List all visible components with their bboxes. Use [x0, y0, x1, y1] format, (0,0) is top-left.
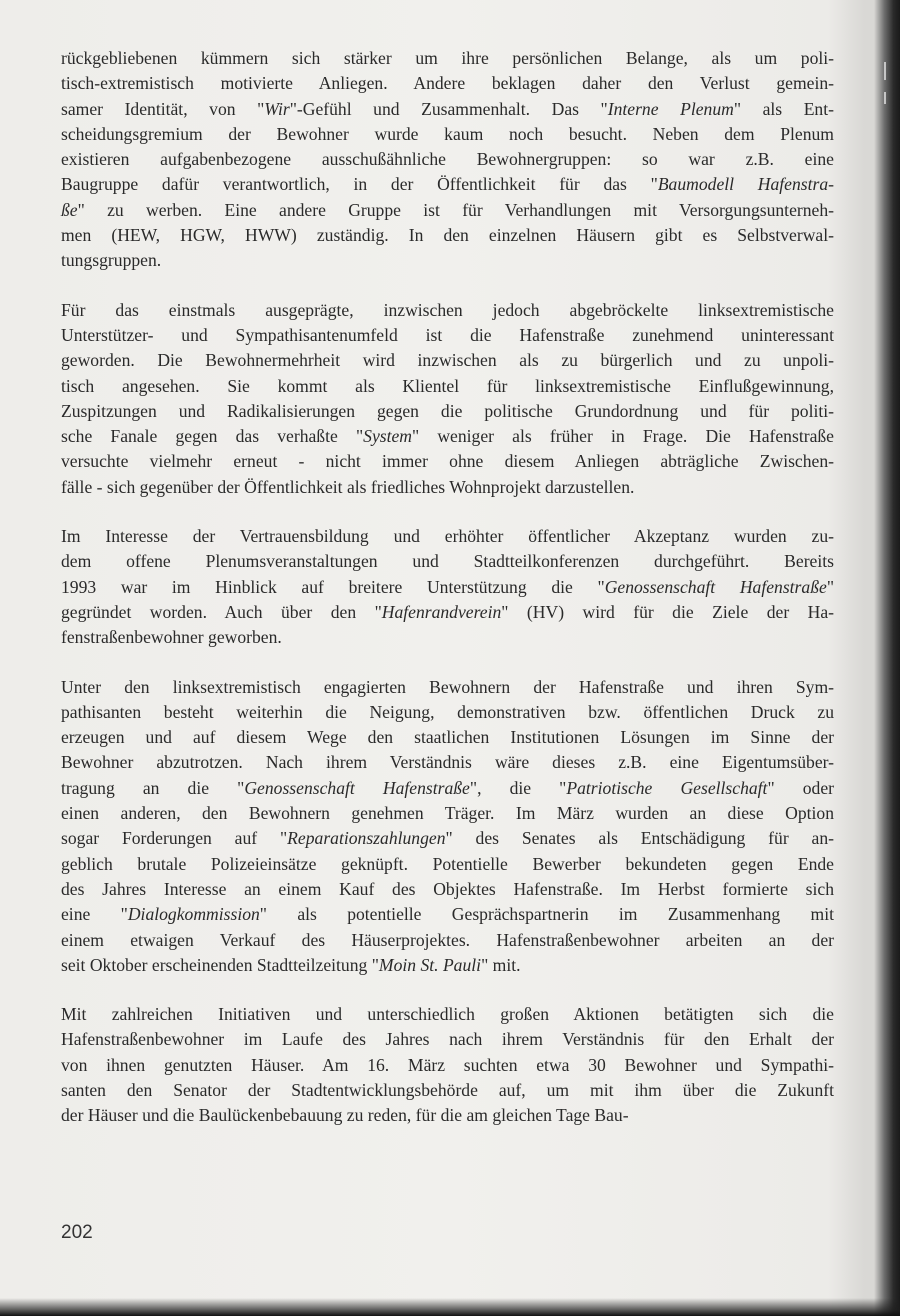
text-line: ße" zu werben. Eine andere Gruppe ist für Verhandlungen mit Versorgungsunterneh-	[61, 199, 834, 220]
page-bottom-shadow	[0, 1298, 900, 1316]
text-line: Mit zahlreichen Initiativen und unterschiedlich großen Aktionen betätigten sich die	[61, 1004, 834, 1025]
spine-mark	[884, 62, 886, 80]
page-number: 202	[61, 1222, 93, 1243]
text-line: santen den Senator der Stadtentwicklungsbehörde auf, um mit ihm über die Zukunft	[61, 1079, 834, 1100]
text-line: von ihnen genutzten Häuser. Am 16. März suchten etwa 30 Bewohner und Sympathi-	[61, 1054, 834, 1075]
text-line: tisch angesehen. Sie kommt als Klientel für linksextremistische Einflußgewinnung,	[61, 375, 834, 396]
text-line: Unter den linksextremistisch engagierten Bewohnern der Hafenstraße und ihren Sym-	[61, 676, 834, 697]
text-line: rückgebliebenen kümmern sich stärker um ihre persönlichen Belange, als um poli-	[61, 48, 834, 68]
text-line: einem etwaigen Verkauf des Häuserprojektes. Hafenstraßenbewohner arbeiten an der	[61, 929, 834, 950]
text-line: fenstraßenbewohner geworben.	[61, 627, 282, 648]
text-line: men (HEW, HGW, HWW) zuständig. In den einzelnen Häusern gibt es Selbstverwal-	[61, 225, 834, 246]
text-line: gegründet worden. Auch über den "Hafenrandverein" (HV) wird für die Ziele der Ha-	[61, 601, 834, 622]
text-line: Baugruppe dafür verantwortlich, in der Öffentlichkeit für das "Baumodell Hafenstra-	[61, 174, 835, 195]
text-line: sche Fanale gegen das verhaßte "System" weniger als früher in Frage. Die Hafenstraße	[61, 426, 834, 447]
text-line: samer Identität, von "Wir"-Gefühl und Zusammenhalt. Das "Interne Plenum" als Ent-	[61, 98, 834, 119]
paragraph	[61, 1002, 834, 1128]
text-line: der Häuser und die Baulückenbebauung zu reden, für die am gleichen Tage Bau-	[61, 1105, 629, 1126]
paragraph	[61, 675, 834, 979]
text-line: Bewohner abzutrotzen. Nach ihrem Verständnis wäre dieses z.B. eine Eigentumsüber-	[61, 752, 834, 773]
text-line: scheidungsgremium der Bewohner wurde kaum noch besucht. Neben dem Plenum	[61, 123, 834, 144]
text-line: des Jahres Interesse an einem Kauf des Objektes Hafenstraße. Im Herbst formierte sich	[61, 878, 834, 899]
text-line: Hafenstraßenbewohner im Laufe des Jahres nach ihrem Verständnis für den Erhalt der	[61, 1029, 834, 1050]
text-line: dem offene Plenumsveranstaltungen und Stadtteilkonferenzen durchgeführt. Bereits	[61, 551, 834, 572]
text-line: erzeugen und auf diesem Wege den staatlichen Institutionen Lösungen im Sinne der	[61, 727, 834, 748]
text-line: eine "Dialogkommission" als potentielle Gesprächspartnerin im Zusammenhang mit	[61, 904, 835, 925]
text-line: pathisanten besteht weiterhin die Neigung, demonstrativen bzw. öffentlichen Druck zu	[61, 701, 834, 722]
paragraph	[61, 524, 834, 650]
text-line: 1993 war im Hinblick auf breitere Unterstützung die "Genossenschaft Hafenstraße"	[61, 576, 834, 597]
text-line: Zuspitzungen und Radikalisierungen gegen die politische Grundordnung und für politi-	[61, 400, 834, 421]
text-line: Unterstützer- und Sympathisantenumfeld ist die Hafenstraße zunehmend uninteressant	[61, 324, 834, 345]
text-line: seit Oktober erscheinenden Stadtteilzeitung "Moin St. Pauli" mit.	[61, 954, 521, 975]
text-line: Für das einstmals ausgeprägte, inzwischen jedoch abgebröckelte linksextremistische	[61, 299, 834, 320]
text-line: sogar Forderungen auf "Reparationszahlungen" des Senates als Entschädigung für an-	[61, 828, 834, 849]
text-line: einen anderen, den Bewohnern genehmen Träger. Im März wurden an diese Option	[61, 803, 834, 824]
text-line: geworden. Die Bewohnermehrheit wird inzwischen als zu bürgerlich und zu unpoli-	[61, 350, 834, 371]
text-line: Im Interesse der Vertrauensbildung und erhöhter öffentlicher Akzeptanz wurden zu-	[61, 526, 834, 547]
text-line: geblich brutale Polizeieinsätze geknüpft. Potentielle Bewerber bekundeten gegen Ende	[61, 853, 834, 874]
text-line: fälle - sich gegenüber der Öffentlichkeit als friedliches Wohnprojekt darzustellen.	[61, 476, 635, 497]
paragraph	[61, 298, 834, 500]
paragraph	[61, 46, 834, 274]
text-line: versuchte vielmehr erneut - nicht immer ohne diesem Anliegen abträgliche Zwischen-	[61, 451, 834, 472]
text-line: tisch-extremistisch motivierte Anliegen. Andere beklagen daher den Verlust gemein-	[61, 73, 834, 94]
text-line: tungsgruppen.	[61, 250, 162, 271]
text-line: existieren aufgabenbezogene ausschußähnliche Bewohnergruppen: so war z.B. eine	[61, 149, 834, 170]
book-spine-shadow	[874, 0, 900, 1316]
spine-mark	[884, 92, 886, 104]
text-line: tragung an die "Genossenschaft Hafenstraße", die "Patriotische Gesellschaft" oder	[61, 777, 834, 798]
body-text	[61, 46, 834, 1153]
